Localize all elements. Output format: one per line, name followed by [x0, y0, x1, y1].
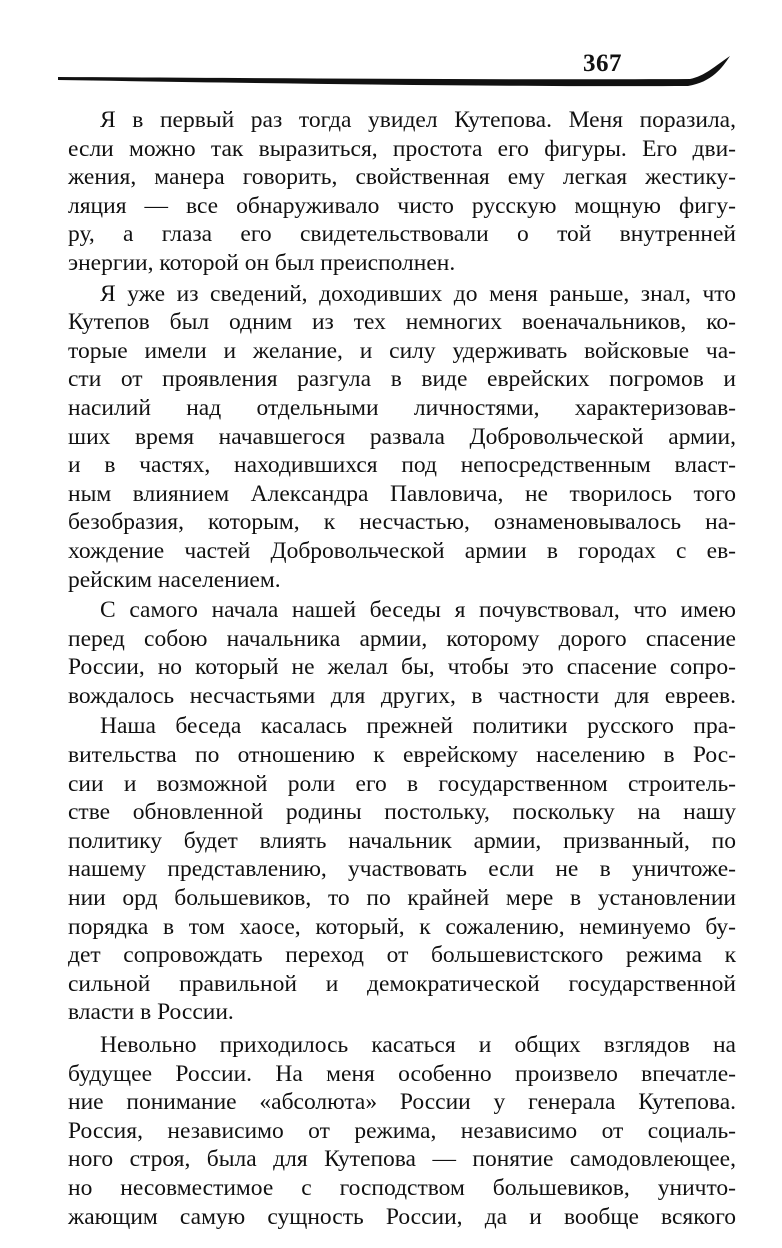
text-line: сильной правильной и демократической государственной — [68, 970, 736, 997]
text-line: Наша беседа касалась прежней политики русского пра- — [100, 713, 736, 740]
text-line: перед собою начальника армии, которому дорого спасение — [68, 625, 736, 652]
paragraph — [68, 596, 736, 710]
text-line: Россия, независимо от режима, независимо от социаль- — [68, 1117, 736, 1144]
text-line: торые имели и желание, и силу удерживать войсковые ча- — [68, 337, 736, 364]
text-line: будущее России. На меня особенно произвело впечатле- — [68, 1060, 736, 1087]
text-line: Кутепов был одним из тех немногих военачальников, ко- — [68, 309, 736, 336]
text-line: власти в России. — [68, 999, 234, 1026]
text-line: и в частях, находившихся под непосредственным власт- — [68, 452, 736, 479]
body-text — [68, 106, 736, 1233]
text-line: энергии, которой он был преисполнен. — [68, 249, 456, 276]
text-line: Я уже из сведений, доходивших до меня раньше, знал, что — [100, 280, 736, 307]
text-line: насилий над отдельными личностями, характеризовав- — [68, 394, 736, 421]
text-line: вождалось несчастьями для других, в частности для евреев. — [68, 682, 736, 709]
text-line: Я в первый раз тогда увидел Кутепова. Меня поразила, — [100, 107, 736, 133]
text-line: ным влиянием Александра Павловича, не творилось того — [68, 480, 736, 507]
text-line: ру, а глаза его свидетельствовали о той внутренней — [68, 221, 736, 248]
text-line: вительства по отношению к еврейскому населению в Рос- — [68, 742, 736, 769]
text-line: политику будет влиять начальник армии, призванный, по — [68, 827, 736, 854]
text-line: ших время начавшегося развала Добровольческой армии, — [68, 423, 736, 450]
text-line: Невольно приходилось касаться и общих взглядов на — [100, 1032, 736, 1058]
text-line: сии и возможной роли его в государственном строитель- — [68, 770, 736, 797]
text-line: если можно так выразиться, простота его фигуры. Его дви- — [68, 135, 736, 162]
text-line: жающим самую сущность России, да и вообще всякого — [68, 1203, 736, 1230]
text-line: рейским населением. — [68, 566, 281, 593]
text-line: ного строя, была для Кутепова — понятие самодовлеющее, — [68, 1146, 736, 1173]
text-line: нии орд большевиков, то по крайней мере в установлении — [68, 885, 736, 912]
text-line: ляция — все обнаруживало чисто русскую мощную фигу- — [68, 192, 736, 219]
text-line: жения, манера говорить, свойственная ему легкая жестику- — [68, 164, 736, 191]
text-line: безобразия, которым, к несчастью, ознаменовывалось на- — [68, 509, 736, 536]
text-line: России, но который не желал бы, чтобы это спасение сопро- — [68, 654, 736, 681]
text-line: хождение частей Добровольческой армии в городах с ев- — [68, 537, 736, 564]
text-line: стве обновленной родины постольку, поскольку на нашу — [68, 799, 736, 826]
paragraph — [68, 712, 736, 1027]
paragraph — [68, 1031, 736, 1231]
text-line: сти от проявления разгула в виде еврейских погромов и — [68, 366, 736, 393]
text-line: дет сопровождать переход от большевистского режима к — [68, 942, 736, 969]
text-line: С самого начала нашей беседы я почувствовал, что имею — [100, 597, 736, 624]
paragraph — [68, 106, 736, 278]
text-line: нашему представлению, участвовать если не в уничтоже- — [68, 856, 736, 883]
text-line: но несовместимое с господством большевиков, уничто- — [68, 1174, 736, 1201]
text-line: ние понимание «абсолюта» России у генерала Кутепова. — [68, 1089, 736, 1116]
text-line: порядка в том хаосе, который, к сожалению, неминуемо бу- — [68, 913, 736, 940]
paragraph — [68, 280, 736, 595]
page-number: 367 — [583, 50, 622, 77]
header-swash-rule — [0, 50, 782, 100]
